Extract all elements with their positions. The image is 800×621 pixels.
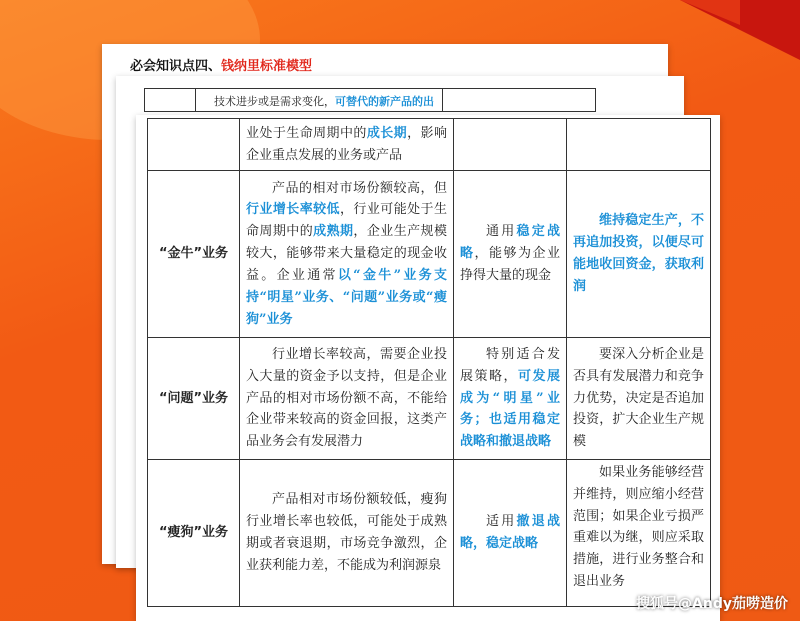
back-table-row — [144, 88, 596, 112]
body-text: 业处于生命周期中的 — [246, 125, 367, 141]
table-row — [148, 460, 711, 607]
table-row — [148, 171, 711, 338]
desc-text — [246, 489, 447, 576]
measure-text — [573, 344, 704, 453]
highlight-text: 成长期 — [366, 125, 408, 141]
highlight-text: 行业增长率较低 — [246, 202, 340, 218]
measure-text — [573, 210, 704, 297]
row-strategy-cell — [454, 119, 567, 171]
back-table-cell-text — [196, 89, 443, 111]
strategy-text — [460, 221, 560, 286]
back-table-text: 技术进步或是需求变化， — [214, 95, 335, 108]
heading-prefix: 必会知识点四、 — [130, 59, 222, 74]
body-text: ，影响企业重点发展的业务或产品 — [246, 125, 447, 163]
highlight-text: 可发展成为“明星”业务；也适用稳定战略和撤退战略 — [460, 368, 560, 450]
section-heading — [130, 55, 312, 74]
body-text: 通用 — [486, 224, 517, 240]
body-text: 产品的相对市场份额较高，但 — [272, 180, 447, 196]
row-description-cell — [240, 460, 454, 607]
strategy-text — [460, 511, 560, 555]
body-text: 如果业务能够经营并维持，则应缩小经营范围；如果企业亏损严重难以为继，则应采取措施，进行业务整合和退出业务 — [573, 465, 704, 590]
highlight-text: 维持稳定生产，不再追加投资，以便尽可能地收回资金，获取利润 — [573, 213, 704, 294]
row-measure-cell — [567, 119, 711, 171]
desc-text — [246, 344, 447, 453]
highlight-text: 稳定战略 — [460, 224, 560, 262]
body-text: ，行业可能处于生命周期中的 — [246, 202, 447, 240]
bcg-matrix-table — [147, 118, 711, 607]
row-strategy-cell — [454, 460, 567, 607]
body-text: 要深入分析企业是否具有发展潜力和竞争力优势，决定是否追加投资，扩大企业生产规模 — [573, 346, 704, 450]
row-description-cell — [240, 338, 454, 460]
row-description-cell — [240, 171, 454, 338]
highlight-text: 撤退战略，稳定战略 — [460, 514, 560, 551]
row-measure-cell — [567, 338, 711, 460]
table-body — [148, 119, 711, 607]
body-text: ，能够为企业挣得大量的现金 — [460, 246, 560, 283]
highlight-text: 成熟期 — [313, 224, 354, 240]
row-measure-cell — [567, 171, 711, 338]
table-bottom-line — [147, 606, 710, 607]
row-description-cell — [240, 119, 454, 171]
back-table-text-highlight: 可替代的新产品的出 — [335, 95, 434, 108]
back-table-cell-empty — [145, 89, 196, 111]
row-name-cash-cow: “金牛”业务 — [148, 171, 240, 338]
row-measure-cell — [567, 460, 711, 607]
strategy-text — [460, 344, 560, 453]
body-text: 产品相对市场份额较低，瘦狗行业增长率也较低，可能处于成熟期或者衰退期，市场竞争激烈，企业获利能力差，不能成为利润源泉 — [246, 492, 447, 573]
highlight-text: 以“金牛”业务支持“明星”业务、“问题”业务或“瘦狗”业务 — [246, 267, 447, 327]
heading-title: 钱纳里标准模型 — [221, 59, 313, 74]
watermark-label: 搜狐号@Andy茄唠造价 — [636, 596, 788, 612]
desc-text — [246, 178, 447, 331]
row-name-cell — [148, 119, 240, 171]
table-row — [148, 119, 711, 171]
body-text: 行业增长率较高，需要企业投入大量的资金予以支持，但是企业产品的相对市场份额不高，不能给企业带来较高的资金回报，这类产品业务会有发展潜力 — [246, 346, 447, 450]
body-text: 特别适合发展策略， — [460, 346, 560, 384]
body-text: 适用 — [486, 514, 517, 530]
row-strategy-cell — [454, 338, 567, 460]
row-name-dog: “瘦狗”业务 — [148, 460, 240, 607]
table-row — [148, 338, 711, 460]
body-text: ，企业生产规模较大，能够带来大量稳定的现金收益。企业通常 — [246, 224, 447, 283]
measure-text — [573, 462, 704, 593]
row-strategy-cell — [454, 171, 567, 338]
background-corner-shape-small — [680, 0, 740, 25]
row-name-question: “问题”业务 — [148, 338, 240, 460]
desc-text — [246, 126, 447, 163]
